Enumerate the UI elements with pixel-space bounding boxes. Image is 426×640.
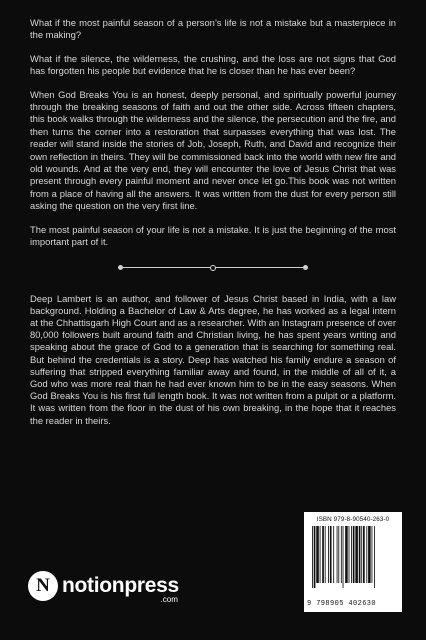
barcode-bar xyxy=(330,526,332,583)
publisher-wordmark xyxy=(62,574,179,604)
barcode-bar xyxy=(355,526,358,583)
barcode-bar xyxy=(312,526,313,588)
publisher-logo xyxy=(28,571,179,604)
isbn-barcode xyxy=(304,512,402,612)
barcode-bar xyxy=(345,526,348,583)
barcode-bar xyxy=(343,526,344,588)
ornamental-divider xyxy=(118,263,308,273)
barcode-bar xyxy=(368,526,371,583)
barcode-bar xyxy=(314,526,316,588)
barcode-bar xyxy=(338,526,339,583)
publisher-name: notionpress xyxy=(62,574,179,597)
barcode-bar xyxy=(361,526,362,583)
divider-end-dot xyxy=(303,265,308,270)
barcode-bar xyxy=(316,526,319,583)
barcode-bar xyxy=(374,526,375,588)
barcode-bar xyxy=(353,526,355,583)
isbn-label: ISBN 979-8-90540-263-0 xyxy=(316,516,390,523)
divider-center-ring xyxy=(210,265,216,271)
barcode-bar xyxy=(325,526,326,583)
barcode-digits: 9 798905 402630 xyxy=(307,600,377,608)
divider-end-dot xyxy=(118,265,123,270)
publisher-logo-mark: N xyxy=(28,571,58,601)
blurb-paragraph: When God Breaks You is an honest, deeply personal, and spiritually powerful journey through the breaking seasons of faith and out the other side. Across fifteen chapters, this book walks through the wilderness and the silence, the persecution and the fire, and then turns the corner into a restoration that surpasses everything that was lost. The reader will stand inside the stories of Job, Joseph, Ruth, and David and recognize their own reflection in theirs. They will be commissioned back into the world with new fire and old wounds. And at the very end, they will encounter the love of Jesus Christ that was present through every painful moment and never once let go.This book was not written from a place of having all the answers. It was written from the dust for every person still asking the question on the very first line. xyxy=(30,88,396,212)
barcode-bar xyxy=(337,526,338,583)
blurb-paragraph: What if the silence, the wilderness, the crushing, and the loss are not signs that God has forgotten his people but evidence that he is closer than he has ever been? xyxy=(30,52,396,77)
author-bio: Deep Lambert is an author, and follower of Jesus Christ based in India, with a law background. Holding a Bachelor of Law & Arts degree, he has worked as a legal intern at the Chhattisgarh High Court and as a researcher. With an Instagram presence of over 80,000 followers built around faith and Christian living, he has spent years writing and speaking about the grace of God to a generation that is searching for something real. But behind the credentials is a story. Deep has watched his family endure a season of suffering that stripped everything familiar away and found, in the middle of all of it, a God who was more real than he had ever known him to be in the easy seasons. When God Breaks You is his first full length book. It was not written from a pulpit or a platform. It was written from the floor in the dust of his own breaking, in the hope that it reaches the reader in theirs. xyxy=(30,292,396,426)
barcode-bar xyxy=(363,526,365,583)
blurb-paragraph: What if the most painful season of a person’s life is not a mistake but a masterpiece in the making? xyxy=(30,17,396,41)
barcode-bar xyxy=(320,526,321,583)
barcode-bar xyxy=(333,526,334,583)
blurb-paragraph: The most painful season of your life is not a mistake. It is just the beginning of the most important part of it. xyxy=(30,223,396,248)
publisher-domain: .com xyxy=(160,595,178,604)
barcode-bar xyxy=(328,526,329,583)
barcode-bar xyxy=(341,526,342,583)
barcode-bar xyxy=(322,526,324,583)
barcode-bars xyxy=(310,526,396,588)
barcode-bar xyxy=(359,526,361,583)
barcode-bar xyxy=(349,526,350,583)
back-cover-text xyxy=(30,17,396,427)
barcode-bar xyxy=(351,526,352,583)
barcode-bar xyxy=(366,526,367,583)
barcode-bar xyxy=(372,526,373,583)
